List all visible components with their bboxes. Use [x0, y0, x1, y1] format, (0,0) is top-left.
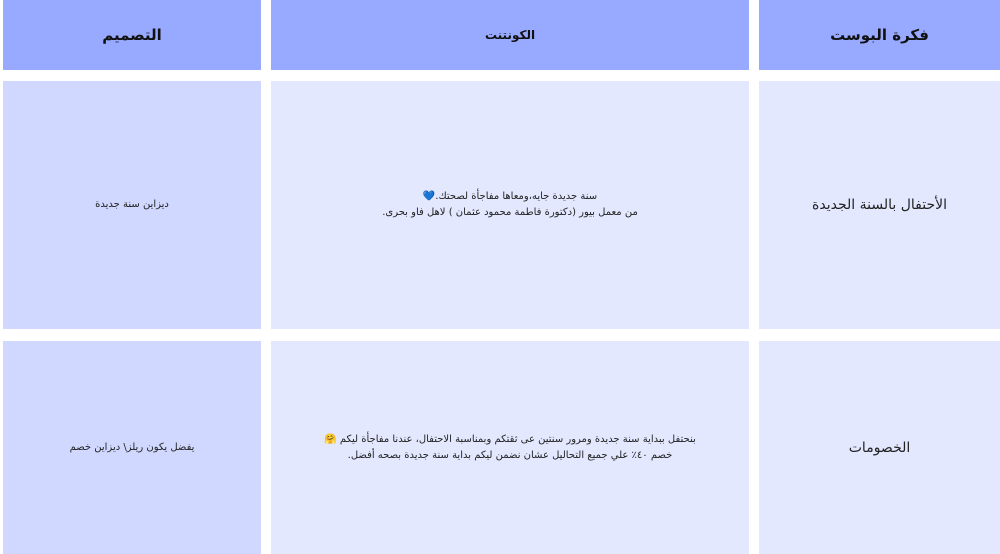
content-line: من معمل بيور (دكتورة فاطمة محمود عثمان ) لاهل فاو بحرى.: [382, 207, 638, 218]
content-line: بنحتفل ببداية سنة جديدة ومرور سنتين عى ثقتكم وبمناسبة الاحتفال، عندنا مفاجأة ليكم 🤗: [324, 433, 696, 445]
row-1-idea-cell[interactable]: [759, 81, 1000, 329]
header-post-idea: [759, 0, 1000, 70]
idea-text: الخصومات: [848, 439, 911, 456]
row-1-design-cell[interactable]: [3, 81, 261, 329]
row-2-design-cell[interactable]: [3, 341, 261, 554]
content-line: خصم ٤٠٪ علي جميع التحاليل عشان نضمن ليكم بداية سنة جديدة بصحه أفضل.: [347, 449, 673, 461]
design-text: ديزاين سنة جديدة: [95, 199, 169, 210]
row-1-content-cell[interactable]: [271, 81, 749, 329]
design-text: يفضل يكون ريلز\ ديزاين خصم: [69, 441, 195, 453]
header-label: التصميم: [102, 26, 162, 44]
row-2-idea-cell[interactable]: [759, 341, 1000, 554]
header-label: الكونتنت: [484, 28, 536, 42]
header-design: [3, 0, 261, 70]
header-label: فكرة البوست: [830, 26, 929, 44]
row-2-content-cell[interactable]: [271, 341, 749, 554]
idea-text: الأحتفال بالسنة الجديدة: [812, 197, 947, 213]
content-line: سنة جديدة جايه،ومعاها مفاجأة لصحتك.💙: [422, 191, 598, 202]
header-content: [271, 0, 749, 70]
